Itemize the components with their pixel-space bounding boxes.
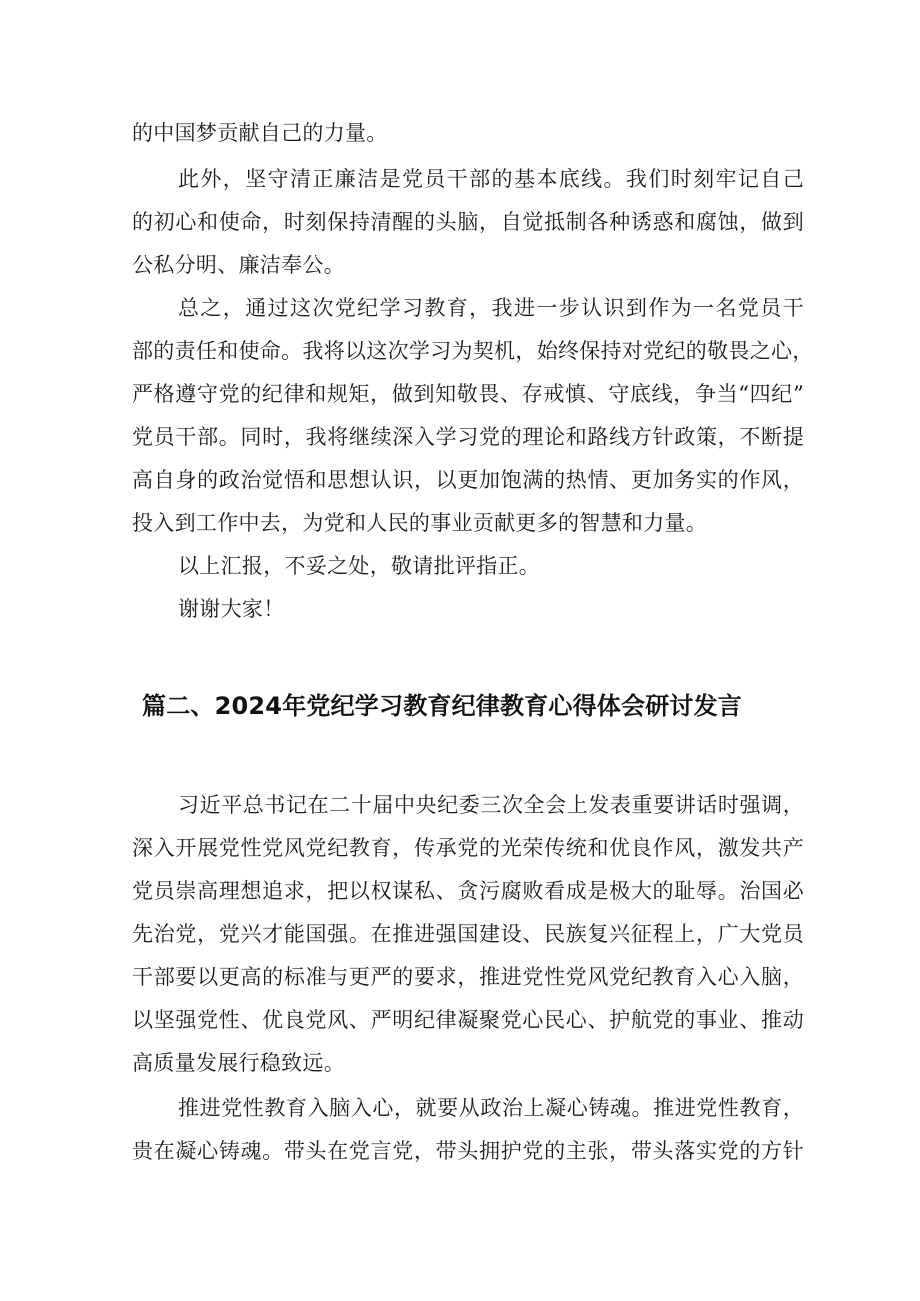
text-line: 党员干部。同时，我将继续深入学习党的理论和路线方针政策，不断提 <box>132 425 804 449</box>
text-line: 此外，坚守清正廉洁是党员干部的基本底线。我们时刻牢记自己 <box>178 167 804 191</box>
text-line: 高自身的政治觉悟和思想认识，以更加饱满的热情、更加务实的作风， <box>132 468 804 492</box>
text-line: 公私分明、廉洁奉公。 <box>132 253 345 277</box>
text-line: 以上汇报，不妥之处，敬请批评指正。 <box>178 554 541 578</box>
text-line: 的初心和使命，时刻保持清醒的头脑，自觉抵制各种诱惑和腐蚀，做到 <box>132 210 804 234</box>
text-line: 总之，通过这次党纪学习教育，我进一步认识到作为一名党员干 <box>178 296 804 320</box>
text-line: 投入到工作中去，为党和人民的事业贡献更多的智慧和力量。 <box>132 511 708 535</box>
text-line: 习近平总书记在二十届中央纪委三次全会上发表重要讲话时强调， <box>178 793 804 817</box>
text-line: 推进党性教育入脑入心，就要从政治上凝心铸魂。推进党性教育， <box>178 1096 804 1120</box>
section-heading: 篇二、2024年党纪学习教育纪律教育心得体会研讨发言 <box>142 692 742 720</box>
text-line: 高质量发展行稳致远。 <box>132 1051 345 1075</box>
text-line: 的中国梦贡献自己的力量。 <box>132 121 388 145</box>
text-line: 深入开展党性党风党纪教育，传承党的光荣传统和优良作风，激发共产 <box>132 836 804 860</box>
text-line: 干部要以更高的标准与更严的要求，推进党性党风党纪教育入心入脑， <box>132 965 804 989</box>
text-line: 党员崇高理想追求，把以权谋私、贪污腐败看成是极大的耻辱。治国必 <box>132 879 804 903</box>
text-line: 先治党，党兴才能国强。在推进强国建设、民族复兴征程上，广大党员 <box>132 922 804 946</box>
text-line: 谢谢大家！ <box>178 597 285 621</box>
text-line: 贵在凝心铸魂。带头在党言党，带头拥护党的主张，带头落实党的方针 <box>132 1139 804 1163</box>
text-line: 以坚强党性、优良党风、严明纪律凝聚党心民心、护航党的事业、推动 <box>132 1008 804 1032</box>
text-line: 严格遵守党的纪律和规矩，做到知敬畏、存戒慎、守底线，争当“四纪” <box>132 382 804 406</box>
text-line: 部的责任和使命。我将以这次学习为契机，始终保持对党纪的敬畏之心， <box>132 339 814 363</box>
